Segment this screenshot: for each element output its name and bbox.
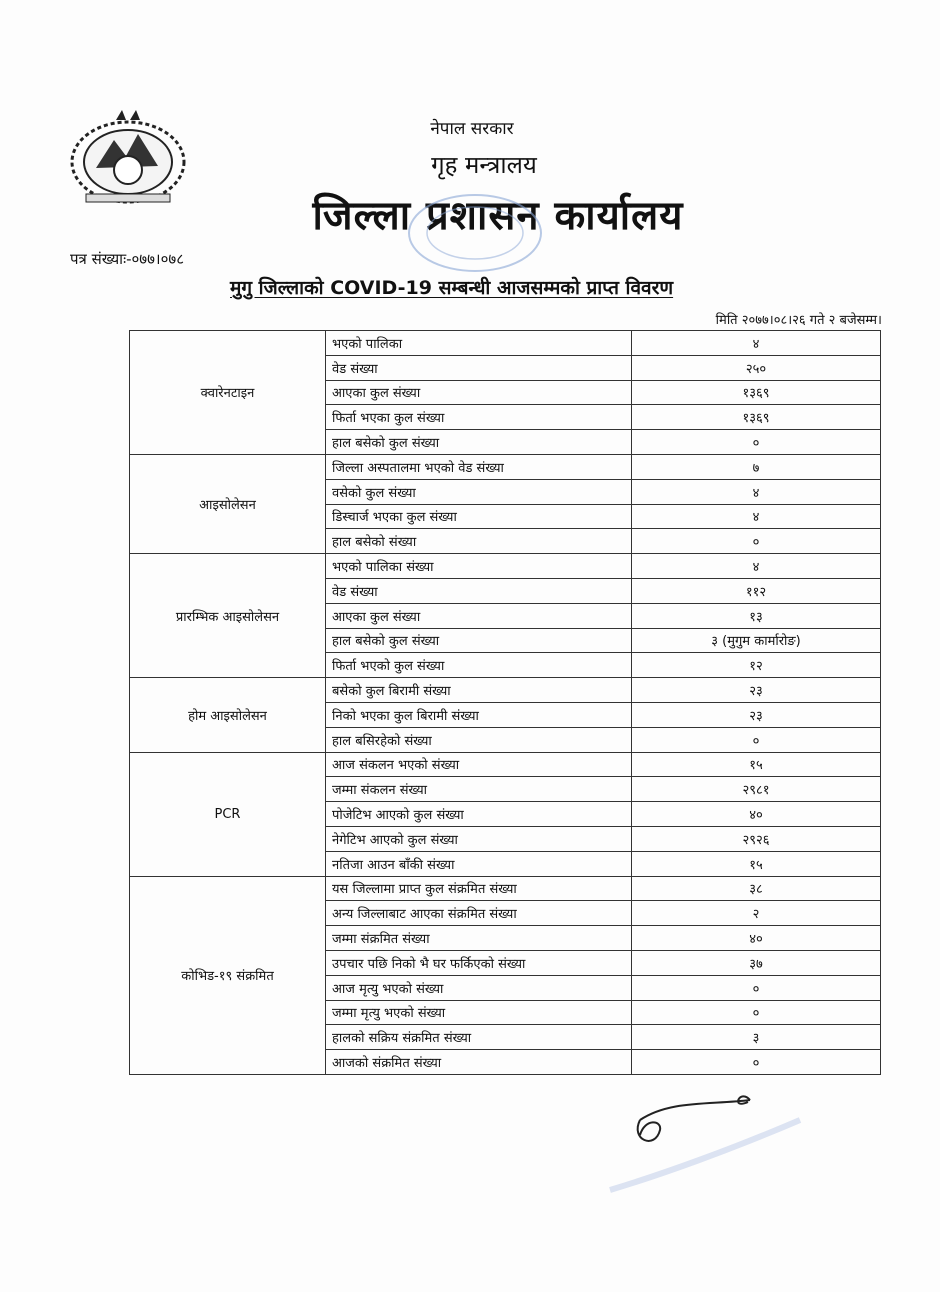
category-cell: क्वारेनटाइन (130, 331, 326, 455)
signature (600, 1080, 820, 1210)
row-value: ३ (632, 1025, 881, 1050)
category-cell: PCR (130, 752, 326, 876)
report-title: मुगु जिल्लाको COVID-19 सम्बन्धी आजसम्मको प्राप्त विवरण (230, 277, 674, 299)
table-row (130, 678, 881, 703)
row-label: नतिजा आउन बाँकी संख्या (326, 851, 632, 876)
row-label: जम्मा संक्रमित संख्या (326, 926, 632, 951)
row-value: ० (632, 727, 881, 752)
row-label: हाल बसेको कुल संख्या (326, 430, 632, 455)
row-value: ४ (632, 479, 881, 504)
row-label: फिर्ता भएको कुल संख्या (326, 653, 632, 678)
row-label: अन्य जिल्लाबाट आएका संक्रमित संख्या (326, 901, 632, 926)
row-label: आएका कुल संख्या (326, 603, 632, 628)
row-label: पोजेटिभ आएको कुल संख्या (326, 802, 632, 827)
row-value: ० (632, 430, 881, 455)
row-label: वेड संख्या (326, 355, 632, 380)
office-name: जिल्ला प्रशासन कार्यालय (312, 193, 684, 239)
row-value: १५ (632, 851, 881, 876)
row-value: ४० (632, 926, 881, 951)
row-label: निको भएका कुल बिरामी संख्या (326, 702, 632, 727)
row-value: २३ (632, 702, 881, 727)
letter-number: पत्र संख्याः-०७७।०७८ (70, 250, 184, 268)
table-row (130, 331, 881, 356)
office-stamp (400, 188, 550, 278)
table-row (130, 454, 881, 479)
row-label: आज संकलन भएको संख्या (326, 752, 632, 777)
row-value: ३ (मुगुम कार्मारोङ) (632, 628, 881, 653)
row-value: ० (632, 529, 881, 554)
row-label: जिल्ला अस्पतालमा भएको वेड संख्या (326, 454, 632, 479)
ministry-name: गृह मन्त्रालय (431, 151, 537, 179)
row-label: आज मृत्यु भएको संख्या (326, 975, 632, 1000)
row-label: फिर्ता भएका कुल संख्या (326, 405, 632, 430)
row-label: वसेको कुल संख्या (326, 479, 632, 504)
row-value: १३ (632, 603, 881, 628)
row-value: ४ (632, 554, 881, 579)
table-row (130, 876, 881, 901)
row-label: वेड संख्या (326, 578, 632, 603)
row-value: ४ (632, 331, 881, 356)
row-value: २ (632, 901, 881, 926)
row-value: १३६९ (632, 405, 881, 430)
covid-status-table (129, 330, 881, 1075)
row-value: २९८१ (632, 777, 881, 802)
row-value: २९२६ (632, 826, 881, 851)
table-row (130, 752, 881, 777)
row-label: भएको पालिका (326, 331, 632, 356)
category-cell: आइसोलेसन (130, 454, 326, 553)
row-label: यस जिल्लामा प्राप्त कुल संक्रमित संख्या (326, 876, 632, 901)
government-name: नेपाल सरकार (430, 119, 514, 139)
table-row (130, 554, 881, 579)
row-label: आएका कुल संख्या (326, 380, 632, 405)
row-value: १३६९ (632, 380, 881, 405)
row-value: ३७ (632, 950, 881, 975)
row-value: ० (632, 975, 881, 1000)
report-date: मिति २०७७।०८।२६ गते २ बजेसम्म। (715, 313, 882, 328)
row-value: ४ (632, 504, 881, 529)
row-label: आजको संक्रमित संख्या (326, 1050, 632, 1075)
row-label: जम्मा मृत्यु भएको संख्या (326, 1000, 632, 1025)
row-label: डिस्चार्ज भएका कुल संख्या (326, 504, 632, 529)
row-label: हाल बसिरहेको संख्या (326, 727, 632, 752)
row-label: बसेको कुल बिरामी संख्या (326, 678, 632, 703)
row-label: हाल बसेको कुल संख्या (326, 628, 632, 653)
row-value: १५ (632, 752, 881, 777)
row-value: ७ (632, 454, 881, 479)
row-label: नेगेटिभ आएको कुल संख्या (326, 826, 632, 851)
row-label: जम्मा संकलन संख्या (326, 777, 632, 802)
category-cell: प्रारम्भिक आइसोलेसन (130, 554, 326, 678)
row-label: हालको सक्रिय संक्रमित संख्या (326, 1025, 632, 1050)
row-value: १२ (632, 653, 881, 678)
row-label: भएको पालिका संख्या (326, 554, 632, 579)
row-label: उपचार पछि निको भै घर फर्किएको संख्या (326, 950, 632, 975)
row-value: ० (632, 1050, 881, 1075)
row-value: ० (632, 1000, 881, 1025)
row-value: ११२ (632, 578, 881, 603)
row-label: हाल बसेको संख्या (326, 529, 632, 554)
row-value: ४० (632, 802, 881, 827)
row-value: ३८ (632, 876, 881, 901)
row-value: २५० (632, 355, 881, 380)
row-value: २३ (632, 678, 881, 703)
category-cell: कोभिड-१९ संक्रमित (130, 876, 326, 1074)
category-cell: होम आइसोलेसन (130, 678, 326, 752)
